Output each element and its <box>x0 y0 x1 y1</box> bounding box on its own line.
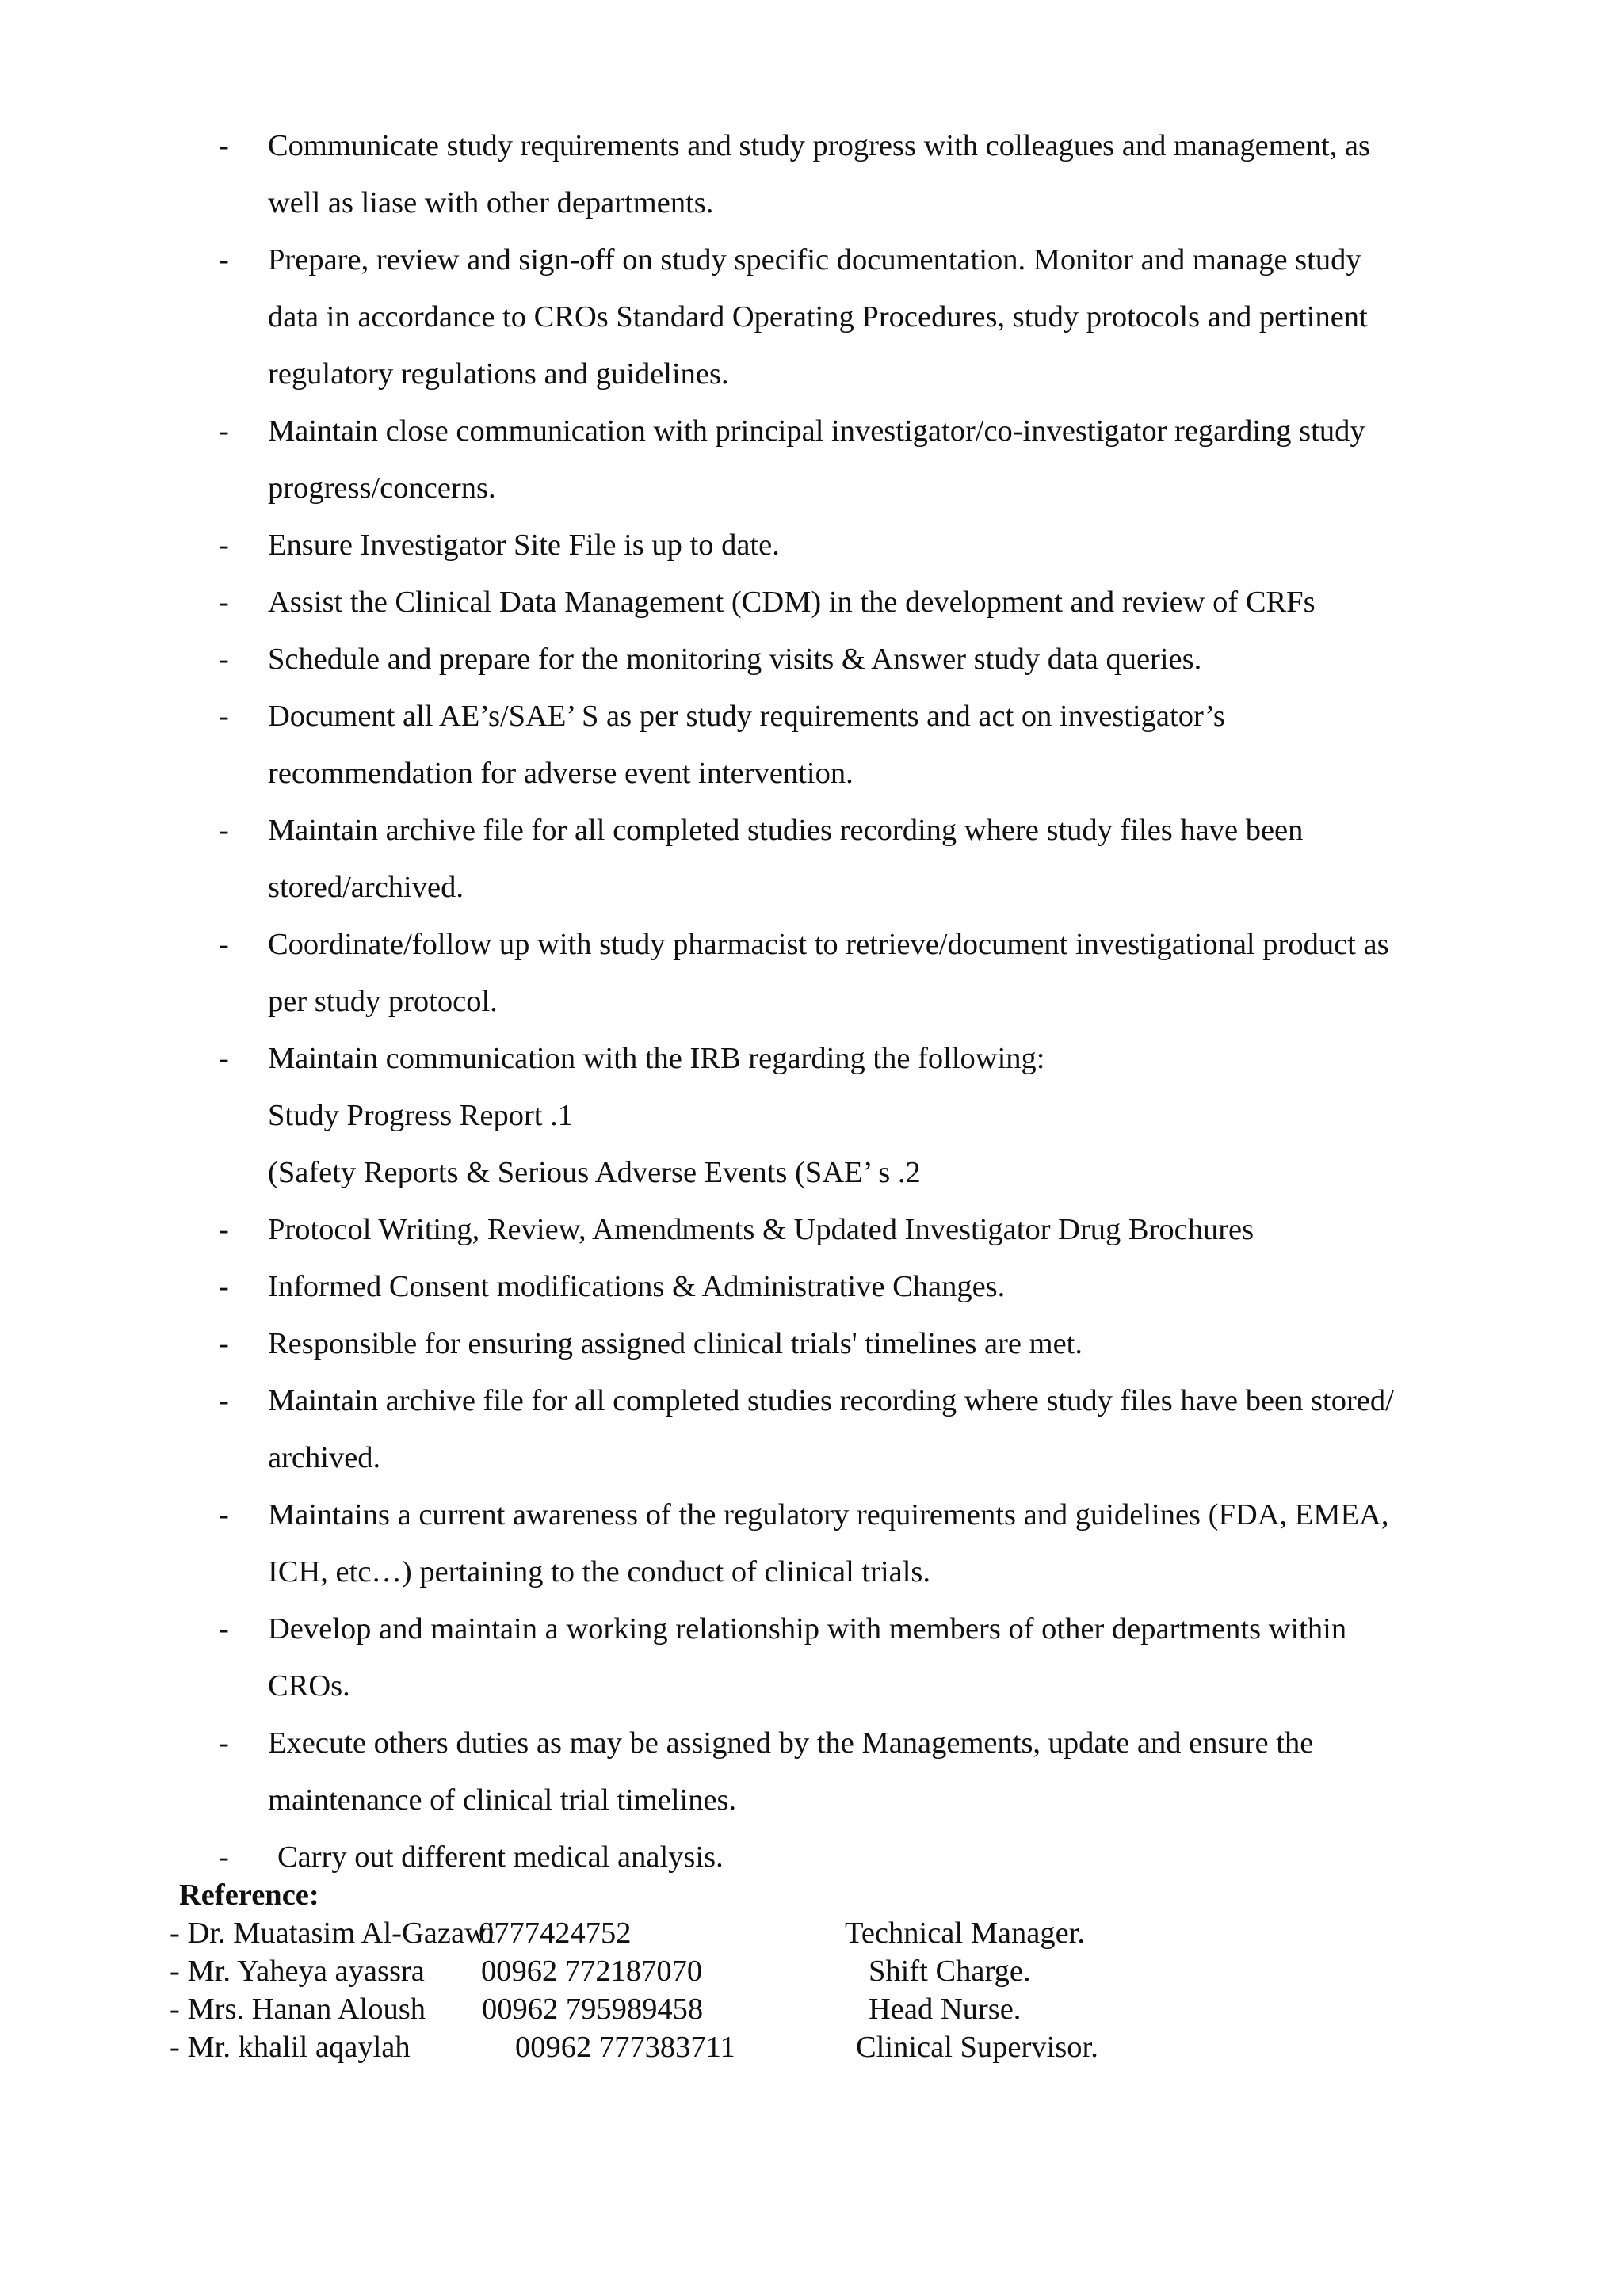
bullet-dash: - <box>219 414 229 448</box>
bullet-dash: - <box>219 129 229 162</box>
duty-text-line: well as liase with other departments. <box>268 186 714 219</box>
bullet-dash: - <box>219 814 229 847</box>
duty-text-line: Execute others duties as may be assigned by the Managements, update and ensure the <box>268 1726 1314 1760</box>
bullet-dash: - <box>219 643 229 676</box>
reference-title: Technical Manager. <box>845 1917 1086 1950</box>
bullet-dash: - <box>219 928 229 961</box>
bullet-dash: - <box>219 1726 229 1760</box>
duty-text-line: Protocol Writing, Review, Amendments & Updated Investigator Drug Brochures <box>268 1213 1254 1246</box>
reference-row <box>170 1952 1358 1990</box>
reference-title: Clinical Supervisor. <box>856 2031 1098 2064</box>
reference-phone: 00962 777383711 <box>515 2031 735 2064</box>
duty-item <box>0 517 1504 574</box>
bullet-dash: - <box>219 243 229 277</box>
bullet-dash: - <box>219 1498 229 1531</box>
duty-text-line: Maintain communication with the IRB regarding the following: <box>268 1042 1045 1075</box>
bullet-dash: - <box>219 585 229 619</box>
bullet-dash: - <box>219 1042 229 1075</box>
duty-text-line: CROs. <box>268 1669 350 1703</box>
duty-item <box>0 1372 1504 1486</box>
reference-phone: 00962 772187070 <box>481 1955 703 1988</box>
duty-item <box>0 1258 1504 1315</box>
reference-row <box>170 2028 1358 2066</box>
reference-row <box>170 1914 1358 1952</box>
reference-phone: 00962 795989458 <box>482 1993 704 2026</box>
duty-text-line: Informed Consent modifications & Administrative Changes. <box>268 1270 1006 1303</box>
duty-text-line: archived. <box>268 1441 381 1474</box>
bullet-dash: - <box>219 1612 229 1646</box>
duty-text-line: Schedule and prepare for the monitoring visits & Answer study data queries. <box>268 643 1202 676</box>
bullet-dash: - <box>219 700 229 733</box>
reference-title: Shift Charge. <box>869 1955 1031 1988</box>
duty-text-line: Responsible for ensuring assigned clinical trials' timelines are met. <box>268 1327 1083 1360</box>
duty-text-line: (Safety Reports & Serious Adverse Events (SAE’ s .2 <box>268 1156 921 1189</box>
duty-text-line: stored/archived. <box>268 871 464 904</box>
duty-item <box>0 802 1504 916</box>
duty-text-line: Study Progress Report .1 <box>268 1099 573 1132</box>
duty-item <box>0 1714 1504 1829</box>
duty-text-line: Assist the Clinical Data Management (CDM) in the development and review of CRFs <box>268 585 1316 619</box>
bullet-dash: - <box>219 1840 229 1874</box>
duty-item <box>0 1486 1504 1600</box>
duties-list <box>0 117 1623 1886</box>
duty-text-line: Prepare, review and sign-off on study specific documentation. Monitor and manage study <box>268 243 1361 277</box>
reference-name: - Mrs. Hanan Aloush <box>170 1993 426 2026</box>
reference-title: Head Nurse. <box>869 1993 1022 2026</box>
duty-text-line: Carry out different medical analysis. <box>277 1840 724 1874</box>
bullet-dash: - <box>219 1327 229 1360</box>
duty-item <box>0 402 1504 517</box>
duty-item <box>0 1600 1504 1714</box>
duty-item <box>0 117 1504 231</box>
duty-text-line: Maintain close communication with principal investigator/co-investigator regarding study <box>268 414 1365 448</box>
duty-text-line: data in accordance to CROs Standard Operating Procedures, study protocols and pertinent <box>268 300 1368 334</box>
bullet-dash: - <box>219 1213 229 1246</box>
duty-text-line: regulatory regulations and guidelines. <box>268 357 729 391</box>
duty-text-line: recommendation for adverse event intervention. <box>268 757 854 790</box>
duty-text-line: Document all AE’s/SAE’ S as per study requirements and act on investigator’s <box>268 700 1225 733</box>
duty-item <box>0 574 1504 631</box>
reference-name: - Mr. Yaheya ayassra <box>170 1955 425 1988</box>
duty-item <box>0 916 1504 1030</box>
duty-text-line: Communicate study requirements and study progress with colleagues and management, as <box>268 129 1371 162</box>
duty-text-line: per study protocol. <box>268 985 498 1018</box>
duty-text-line: maintenance of clinical trial timelines. <box>268 1783 737 1817</box>
bullet-dash: - <box>219 1270 229 1303</box>
duty-text-line: progress/concerns. <box>268 471 496 505</box>
duty-item <box>0 231 1504 402</box>
duty-item <box>0 631 1504 688</box>
reference-row <box>170 1990 1358 2028</box>
reference-phone: 0777424752 <box>479 1917 632 1950</box>
duty-text-line: Maintain archive file for all completed studies recording where study files have been stored/ <box>268 1384 1394 1417</box>
duty-text-line: Maintain archive file for all completed studies recording where study files have been <box>268 814 1304 847</box>
duty-text-line: Maintains a current awareness of the regulatory requirements and guidelines (FDA, EMEA, <box>268 1498 1389 1531</box>
bullet-dash: - <box>219 1384 229 1417</box>
duty-text-line: Develop and maintain a working relationship with members of other departments within <box>268 1612 1347 1646</box>
duty-text-line: Ensure Investigator Site File is up to date. <box>268 528 780 562</box>
reference-name: - Dr. Muatasim Al-Gazawi <box>170 1917 495 1950</box>
duty-item <box>0 1030 1504 1201</box>
duty-item <box>0 1201 1504 1258</box>
reference-name: - Mr. khalil aqaylah <box>170 2031 411 2064</box>
reference-section <box>170 1876 1358 2066</box>
duty-text-line: Coordinate/follow up with study pharmacist to retrieve/document investigational product as <box>268 928 1389 961</box>
duty-item <box>0 1315 1504 1372</box>
duty-text-line: ICH, etc…) pertaining to the conduct of clinical trials. <box>268 1555 931 1589</box>
duty-item <box>0 688 1504 802</box>
reference-heading: Reference: <box>179 1878 319 1912</box>
reference-rows <box>170 1914 1358 2066</box>
bullet-dash: - <box>219 528 229 562</box>
